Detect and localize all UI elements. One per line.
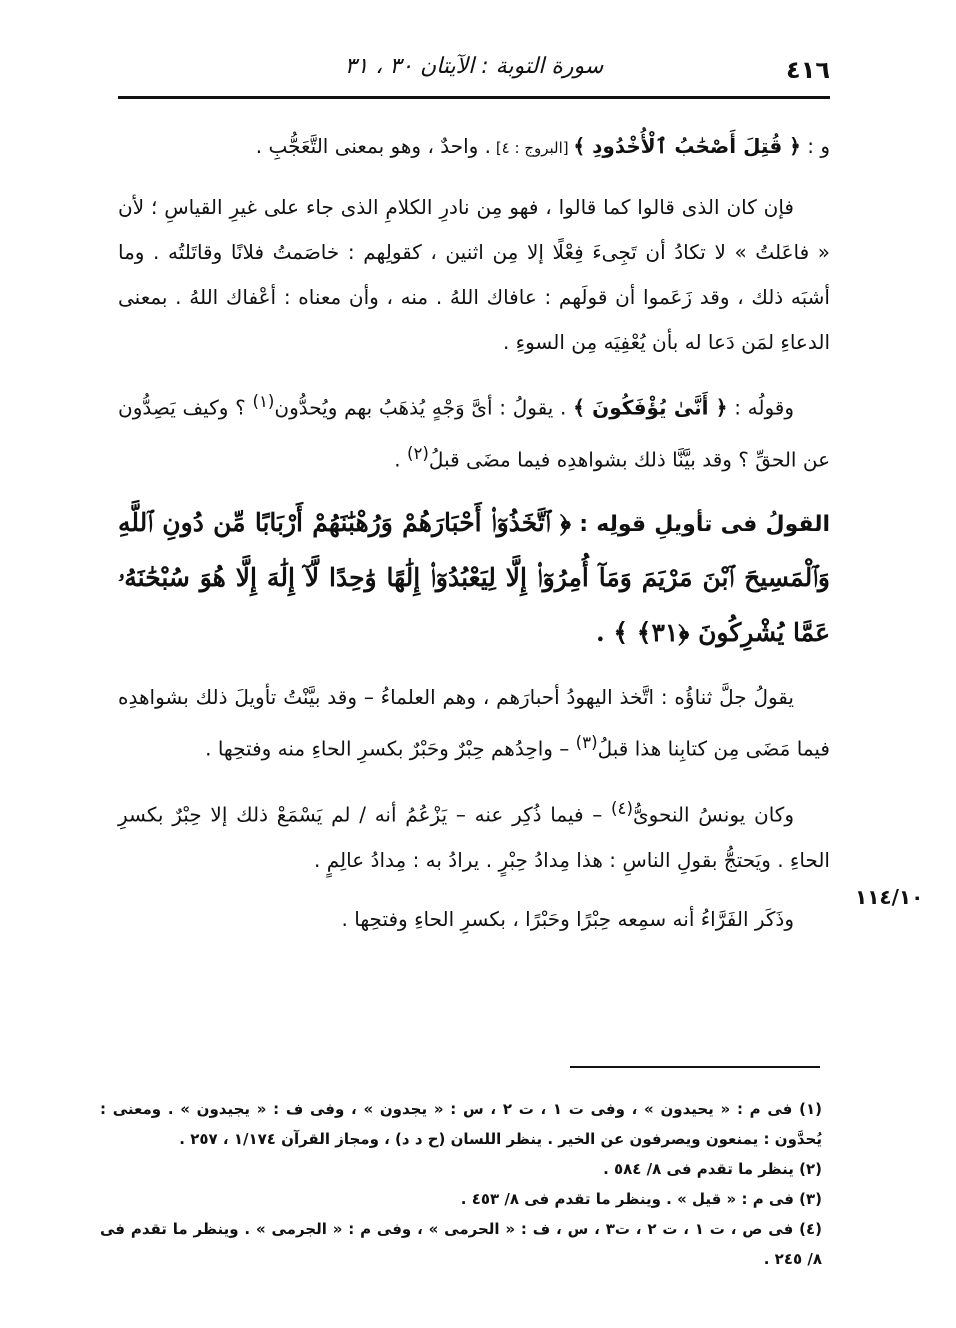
section-heading xyxy=(118,496,830,661)
page-header xyxy=(118,44,830,94)
quran-quote: ﴿ قُتِلَ أَصْحَٰبُ ٱلْأُخْدُودِ ﴾ xyxy=(573,134,801,158)
paragraph-6: وذَكَر الفَرَّاءُ أنه سمِعه حِبْرًا وحَبْرًا ، بكسرِ الحاءِ وفتحِها . xyxy=(341,906,794,931)
quran-quote: ﴿ أَنَّىٰ يُؤْفَكُونَ ﴾ xyxy=(573,395,728,420)
text: يقولُ جلَّ ثناؤُه : اتَّخذ اليهودُ أحبارَهم ، وهم العلماءُ – وقد بيَّنْتُ تأويلَ ذلك بشواهدِه فيما مَضَى مِن كتابِنا هذا قبلُ xyxy=(118,685,830,761)
text: . واحدٌ ، وهو بمعنى التَّعَجُّبِ . xyxy=(255,134,492,158)
paragraph-2: فإن كان الذى قالوا كما قالوا ، فهو مِن نادرِ الكلامِ الذى جاء على غيرِ القياسِ ؛ لأن « فاعَلتُ » لا تكادُ أن تَجِىءَ فِعْلًا إلا مِن اثنين ، كقولِهم : خاصَمتُ فلانًا وقاتَلتُه . وما أشبَه ذلك ، وقد زَعَموا أن قولَهم : عافاك اللهُ . منه ، وأن معناه : أعْفاك اللهُ . بمعنى الدعاءِ لمَن دَعا له بأن يُعْفِيَه مِن السوءِ . xyxy=(118,195,830,354)
heading-lead: القولُ فى تأويلِ قولِه : xyxy=(570,512,830,538)
text: و : xyxy=(800,134,830,158)
footnote: (٣) فى م : « قيل » . وينظر ما تقدم فى ٨/ ٤٥٣ . xyxy=(460,1190,822,1208)
paragraph-5 xyxy=(118,786,830,883)
header-rule xyxy=(118,96,830,99)
footnotes xyxy=(100,1094,822,1274)
text: – فيما ذُكِر عنه – يَزْعُمُ أنه / لم يَسْمَعْ ذلك إلا حِبْرٌ بكسرِ الحاءِ . ويَحتجُّ بقولِ الناسِ : هذا مِدادُ حِبْرٍ . يرادُ به : مِدادُ عالِمٍ . xyxy=(118,802,830,872)
text: وكان يونسُ النحوىُّ xyxy=(632,802,794,827)
text: . xyxy=(394,447,407,472)
footnote-marker: (٣) xyxy=(575,733,598,753)
paragraph-4 xyxy=(118,675,830,772)
footnote: (٤) فى ص ، ت ١ ، ت ٢ ، ت٣ ، س ، ف : « الحرمى » ، وفى م : « الجرمى » . وينظر ما تقدم فى ٨/ ٢٤٥ . xyxy=(100,1220,822,1268)
running-title: سورة التوبة : الآيتان ٣٠ ، ٣١ xyxy=(344,54,604,79)
quran-verse: ﴿ ٱتَّخَذُوٓا۟ أَحْبَارَهُمْ وَرُهْبَٰنَهُمْ أَرْبَابًا مِّن دُونِ ٱللَّهِ وَٱلْمَسِيحَ ٱبْنَ مَرْيَمَ وَمَآ أُمِرُوٓا۟ إِلَّا لِيَعْبُدُوٓا۟ إِلَٰهًا وَٰحِدًا لَّآ إِلَٰهَ إِلَّا هُوَ سُبْحَٰنَهُۥ عَمَّا يُشْرِكُونَ ﴿٣١﴾ ﴾ . xyxy=(118,508,830,648)
footnote-marker: (١) xyxy=(252,392,275,411)
footnote: (١) فى م : « يحيدون » ، وفى ت ١ ، ت ٢ ، س : « يجدون » ، وفى ف : « يجيدون » . ومعنى : يُحدَّون : يمنعون ويصرفون عن الخير . ينظر اللسان (ح د د) ، ومجاز القرآن ١/١٧٤ ، ٢٥٧ . xyxy=(100,1100,822,1148)
text: – واحِدُهم حِبْرٌ وحَبْرٌ بكسرِ الحاءِ منه وفتحِها . xyxy=(205,736,576,761)
page-number: ٤١٦ xyxy=(786,56,830,84)
text: . يقولُ : أىَّ وَجْهٍ يُذهَبُ بهم ويُحدُّون xyxy=(274,395,574,420)
footnote-rule xyxy=(570,1066,820,1068)
footnote-marker: (٤) xyxy=(611,798,633,818)
paragraph-1 xyxy=(118,124,830,171)
margin-reference: ١١٤/١٠ xyxy=(855,885,924,909)
text: ؟ وكيف يَصِدُّون عن الحقِّ ؟ وقد بيَّنَّا ذلك بشواهدِه فيما مضَى قبلُ xyxy=(118,395,830,472)
text: وقولُه : xyxy=(727,395,795,420)
footnote: (٢) ينظر ما تقدم فى ٨/ ٥٨٤ . xyxy=(603,1160,822,1178)
surah-reference: [البروج : ٤] xyxy=(491,139,574,157)
paragraph-3 xyxy=(118,379,830,482)
main-text xyxy=(118,124,830,956)
footnote-marker: (٢) xyxy=(406,443,429,463)
